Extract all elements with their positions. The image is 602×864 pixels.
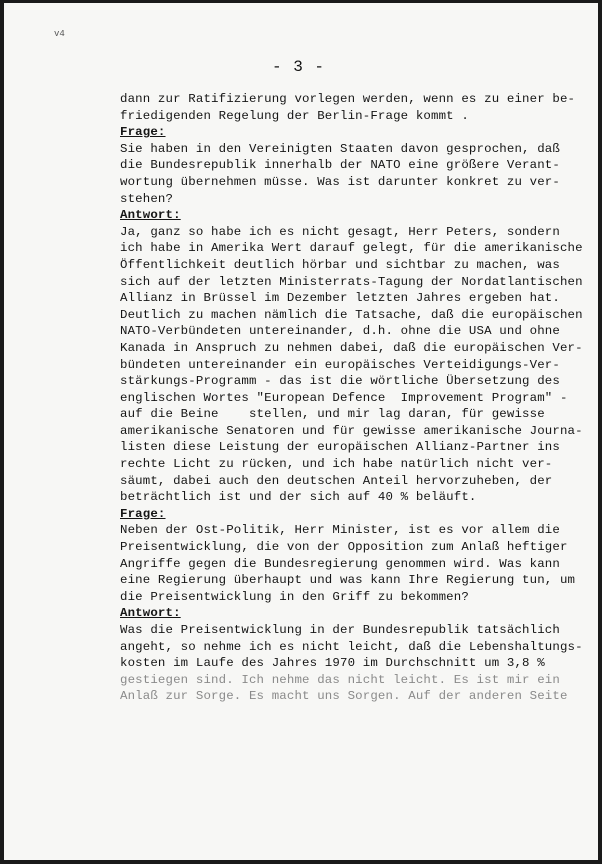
text-line: beträchtlich ist und der sich auf 40 % beläuft. <box>120 490 477 505</box>
text-line: stärkungs-Programm - das ist die wörtliche Übersetzung des <box>120 374 560 389</box>
text-line: bündeten untereinander ein europäisches Verteidigungs-Ver- <box>120 357 560 372</box>
document-page <box>4 3 598 860</box>
text-line: die Preisentwicklung in den Griff zu bekommen? <box>120 589 469 604</box>
text-line: wortung übernehmen müsse. Was ist darunter konkret zu ver- <box>120 174 560 189</box>
text-line: NATO-Verbündeten untereinander, d.h. ohne die USA und ohne <box>120 324 560 339</box>
text-line: Ja, ganz so habe ich es nicht gesagt, Herr Peters, sondern <box>120 224 560 239</box>
text-line: auf die Beine stellen, und mir lag daran, für gewisse <box>120 407 545 422</box>
text-line: Kanada in Anspruch zu nehmen dabei, daß die europäischen Ver- <box>120 340 583 355</box>
scan-mark: v4 <box>54 29 65 39</box>
text-line: angeht, so nehme ich es nicht leicht, daß die Lebenshaltungs- <box>120 639 583 654</box>
section-heading: Frage: <box>120 125 166 140</box>
text-line: Deutlich zu machen nämlich die Tatsache, daß die europäischen <box>120 307 583 322</box>
text-line: dann zur Ratifizierung vorlegen werden, wenn es zu einer be- <box>120 92 576 106</box>
section-heading: Antwort: <box>120 606 181 621</box>
section-heading: Frage: <box>120 506 166 521</box>
text-line: rechte Licht zu rücken, und ich habe natürlich nicht ver- <box>120 457 553 472</box>
text-line: eine Regierung überhaupt und was kann Ihre Regierung tun, um <box>120 573 576 588</box>
text-line: Anlaß zur Sorge. Es macht uns Sorgen. Auf der anderen Seite <box>120 689 568 704</box>
text-line: Was die Preisentwicklung in der Bundesrepublik tatsächlich <box>120 623 560 637</box>
text-line: Preisentwicklung, die von der Opposition zum Anlaß heftiger <box>120 540 568 555</box>
text-line: Neben der Ost-Politik, Herr Minister, ist es vor allem die <box>120 523 560 538</box>
text-line: Öffentlichkeit deutlich hörbar und sichtbar zu machen, was <box>120 257 560 272</box>
text-line: Allianz in Brüssel im Dezember letzten Jahres ergeben hat. <box>120 291 560 306</box>
page-number: - 3 - <box>272 58 326 76</box>
text-line: Angriffe gegen die Bundesregierung genommen wird. Was kann <box>120 556 560 571</box>
text-line: listen diese Leistung der europäischen Allianz-Partner ins <box>120 440 560 455</box>
text-line: amerikanische Senatoren und für gewisse amerikanische Journa- <box>120 423 583 438</box>
text-line: Sie haben in den Vereinigten Staaten davon gesprochen, daß <box>120 141 560 156</box>
text-line: stehen? <box>120 191 174 206</box>
text-line: säumt, dabei auch den deutschen Anteil hervorzuheben, der <box>120 473 553 488</box>
section-heading: Antwort: <box>120 208 181 223</box>
text-line: ich habe in Amerika Wert darauf gelegt, für die amerikanische <box>120 241 583 256</box>
text-line: die Bundesrepublik innerhalb der NATO eine größere Verant- <box>120 158 560 173</box>
text-line: gestiegen sind. Ich nehme das nicht leicht. Es ist mir ein <box>120 672 560 687</box>
text-line: englischen Wortes "European Defence Improvement Program" - <box>120 390 568 405</box>
text-line: friedigenden Regelung der Berlin-Frage kommt . <box>120 108 469 123</box>
text-line: kosten im Laufe des Jahres 1970 im Durchschnitt um 3,8 % <box>120 656 545 671</box>
text-line: sich auf der letzten Ministerrats-Tagung der Nordatlantischen <box>120 274 583 289</box>
document-body <box>120 91 585 705</box>
